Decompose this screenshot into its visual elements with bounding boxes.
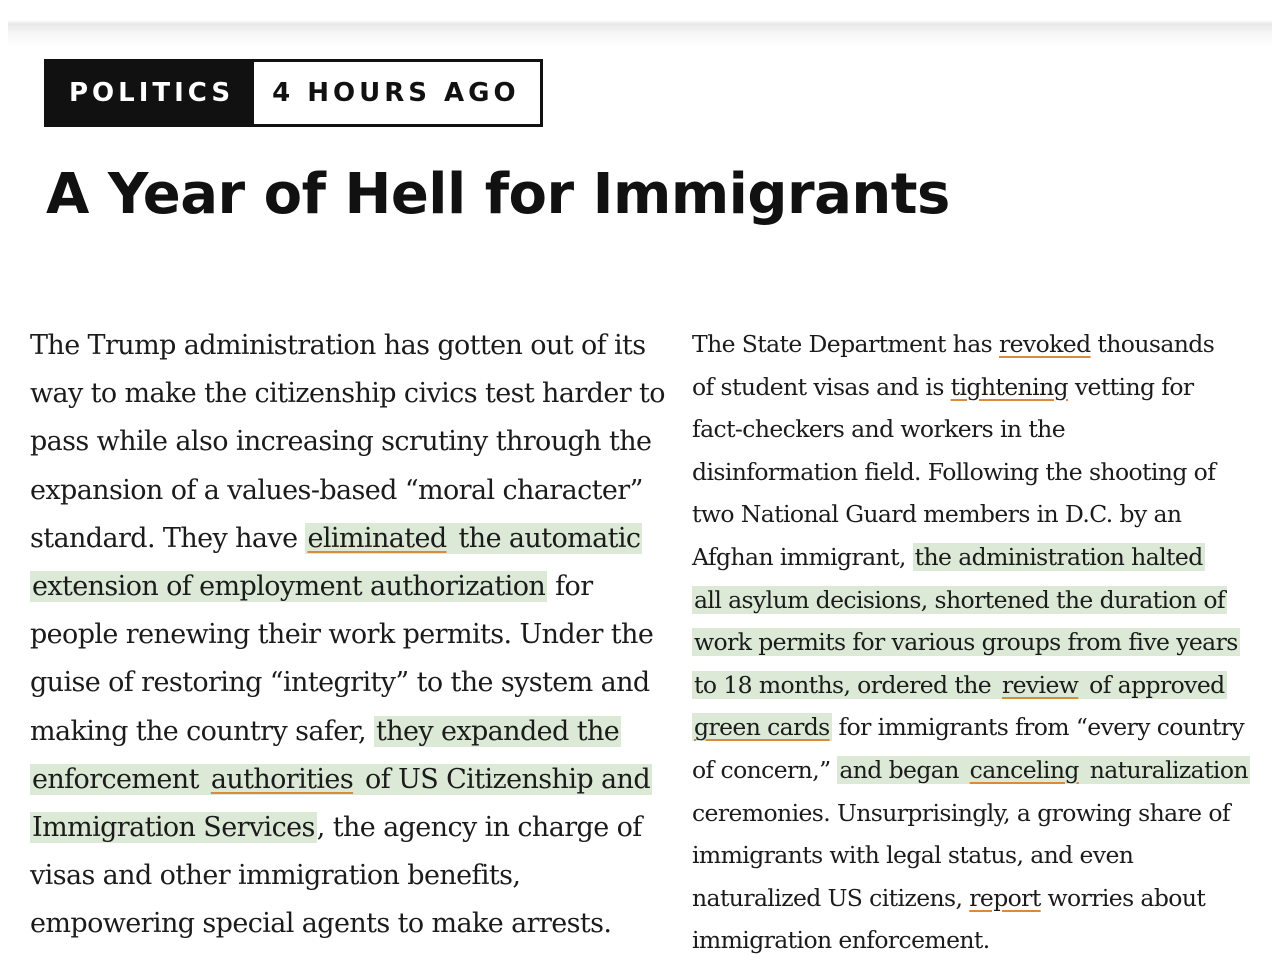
text-line — [30, 322, 680, 370]
body-text: disinformation field. Following the shooting of — [692, 457, 1216, 486]
text-line — [692, 749, 1267, 792]
body-text: worries about — [1040, 883, 1206, 912]
top-shadow — [8, 0, 1272, 48]
body-text: ceremonies. Unsurprisingly, a growing share of — [692, 798, 1230, 827]
inline-link[interactable]: revoked — [998, 330, 1091, 358]
highlighted-text: of US Citizenship and — [357, 763, 651, 795]
right-column-body — [692, 323, 1267, 962]
text-line — [30, 418, 680, 466]
article-headline: A Year of Hell for Immigrants — [46, 162, 950, 227]
text-line — [692, 834, 1267, 877]
body-text: making the country safer, — [30, 715, 374, 747]
text-line — [692, 706, 1267, 749]
text-line — [692, 366, 1267, 409]
body-text: immigrants with legal status, and even — [692, 841, 1134, 870]
body-text: empowering special agents to make arrests. — [30, 908, 612, 940]
text-line — [30, 804, 680, 852]
inline-link[interactable]: eliminated — [307, 522, 447, 554]
section-tag[interactable]: POLITICS — [47, 62, 254, 124]
body-text: Afghan immigrant, — [692, 542, 913, 571]
text-line — [30, 852, 680, 900]
highlighted-text: and began — [839, 755, 966, 784]
text-line — [30, 756, 680, 804]
highlighted-text: extension of employment authorization — [32, 571, 546, 603]
text-line — [30, 900, 680, 948]
highlighted-text: naturalization — [1082, 755, 1248, 784]
text-line — [692, 451, 1267, 494]
left-column-body — [30, 322, 680, 949]
body-text: naturalized US citizens, — [692, 883, 970, 912]
text-line — [692, 621, 1267, 664]
text-line — [30, 515, 680, 563]
body-text: The State Department has — [692, 330, 999, 358]
highlighted-text: enforcement — [32, 763, 207, 795]
body-text: vetting for — [1067, 372, 1194, 401]
article-tag-bar — [44, 59, 543, 127]
inline-link[interactable]: canceling — [969, 755, 1079, 784]
inline-link[interactable]: green cards — [694, 713, 830, 742]
body-text: The Trump administration has gotten out of its — [30, 330, 646, 361]
text-line — [30, 611, 680, 659]
text-line — [692, 792, 1267, 835]
body-text: way to make the citizenship civics test harder to — [30, 378, 665, 410]
text-line — [692, 919, 1267, 962]
highlighted-text: the administration halted — [914, 542, 1203, 571]
text-line — [30, 659, 680, 707]
body-text: immigration enforcement. — [692, 926, 990, 955]
body-text: fact-checkers and workers in the — [692, 415, 1066, 444]
text-line — [30, 467, 680, 515]
body-text: standard. They have — [30, 522, 306, 554]
text-line — [692, 323, 1267, 366]
text-line — [692, 493, 1267, 536]
text-line — [30, 370, 680, 418]
text-line — [30, 708, 680, 756]
inline-link[interactable]: review — [1001, 670, 1079, 699]
body-text: expansion of a values-based “moral character” — [30, 474, 643, 506]
inline-link[interactable]: report — [969, 883, 1041, 912]
highlighted-text: the automatic — [450, 522, 641, 554]
text-line — [692, 536, 1267, 579]
highlighted-text: they expanded the — [375, 715, 620, 747]
body-text: pass while also increasing scrutiny through the — [30, 426, 652, 458]
body-text: visas and other immigration benefits, — [30, 860, 521, 892]
highlighted-text: all asylum decisions, shortened the duration of — [694, 585, 1225, 614]
body-text: guise of restoring “integrity” to the system and — [30, 667, 650, 699]
body-text: for immigrants from “every country — [831, 713, 1245, 742]
text-line — [692, 877, 1267, 920]
body-text: for — [547, 571, 593, 603]
text-line — [692, 408, 1267, 451]
highlighted-text: of approved — [1082, 670, 1225, 699]
text-line — [692, 579, 1267, 622]
body-text: people renewing their work permits. Under the — [30, 619, 654, 651]
body-text: thousands — [1090, 330, 1215, 358]
text-line — [692, 664, 1267, 707]
highlighted-text: to 18 months, ordered the — [694, 670, 998, 699]
highlighted-text: Immigration Services — [32, 812, 315, 844]
body-text: of student visas and is — [692, 372, 951, 401]
text-line — [30, 563, 680, 611]
body-text: , the agency in charge of — [316, 812, 642, 844]
body-text: two National Guard members in D.C. by an — [692, 500, 1182, 529]
timestamp: 4 HOURS AGO — [254, 62, 539, 124]
body-text: of concern,” — [692, 755, 838, 784]
inline-link[interactable]: authorities — [210, 763, 354, 795]
highlighted-text: work permits for various groups from five years — [694, 628, 1238, 657]
inline-link[interactable]: tightening — [950, 372, 1068, 401]
